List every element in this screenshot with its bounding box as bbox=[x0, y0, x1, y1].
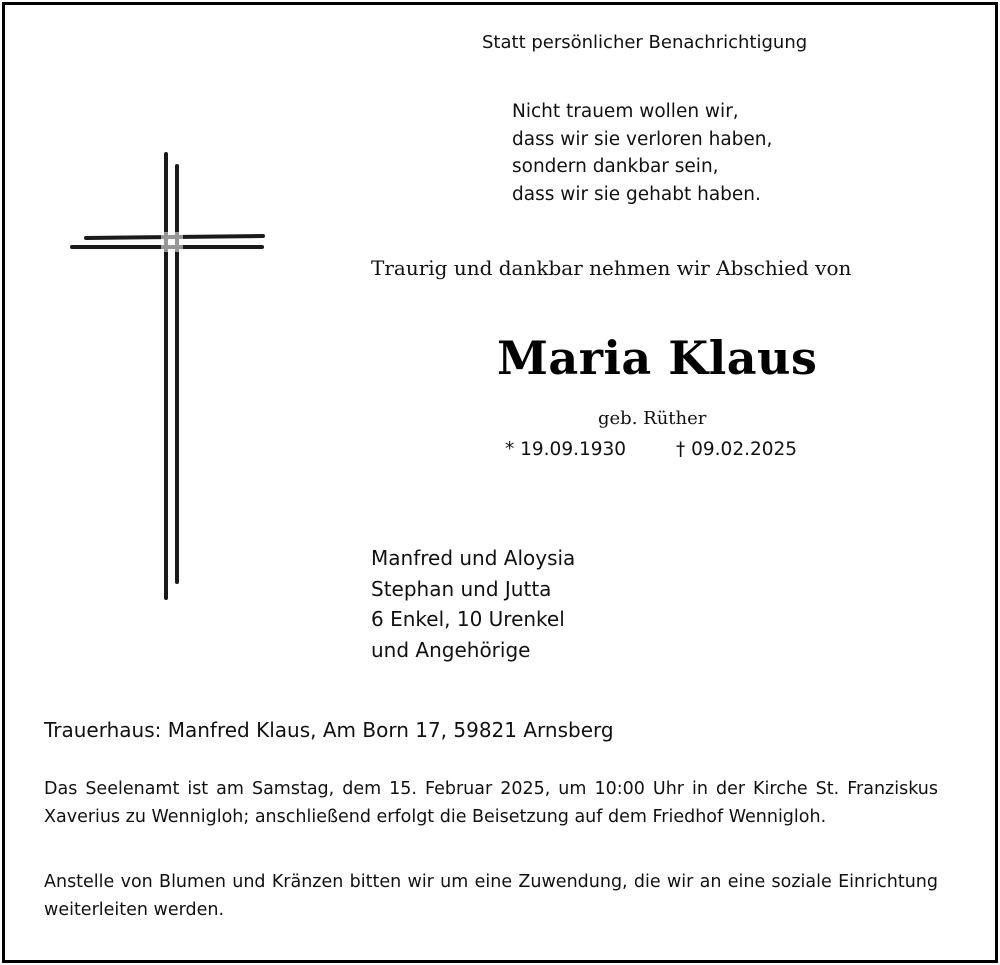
mourners-list bbox=[371, 543, 575, 665]
notice-header: Statt persönlicher Benachrichtigung bbox=[482, 32, 808, 53]
poem-line: dass wir sie gehabt haben. bbox=[512, 183, 761, 205]
poem-line: dass wir sie verloren haben, bbox=[512, 128, 773, 150]
cross-icon bbox=[66, 150, 271, 610]
mourner-line: Stephan und Jutta bbox=[371, 576, 552, 601]
mourning-house-address: Trauerhaus: Manfred Klaus, Am Born 17, 59821 Arnsberg bbox=[44, 718, 614, 742]
farewell-intro: Traurig und dankbar nehmen wir Abschied von bbox=[371, 256, 852, 280]
poem-line: sondern dankbar sein, bbox=[512, 156, 719, 177]
mourner-line: 6 Enkel, 10 Urenkel bbox=[371, 607, 565, 631]
mourner-line: und Angehörige bbox=[371, 637, 531, 662]
mourner-line: Manfred und Aloysia bbox=[371, 546, 576, 570]
poem bbox=[512, 98, 772, 208]
deceased-name: Maria Klaus bbox=[497, 331, 818, 385]
funeral-service-info: Das Seelenamt ist am Samstag, dem 15. Februar 2025, um 10:00 Uhr in der Kirche St. Franziskus Xaverius zu Wennigloh; anschließend erfolgt die Beisetzung auf dem Friedhof Wennigloh. bbox=[44, 779, 938, 827]
date-of-birth: * 19.09.1930 bbox=[505, 439, 627, 460]
birth-name: geb. Rüther bbox=[598, 408, 707, 429]
date-of-death: † 09.02.2025 bbox=[676, 439, 798, 460]
poem-line: Nicht trauem wollen wir, bbox=[512, 101, 739, 122]
donation-request: Anstelle von Blumen und Kränzen bitten wir um eine Zuwendung, die wir an eine soziale Einrichtung weiterleiten werden. bbox=[44, 872, 938, 920]
